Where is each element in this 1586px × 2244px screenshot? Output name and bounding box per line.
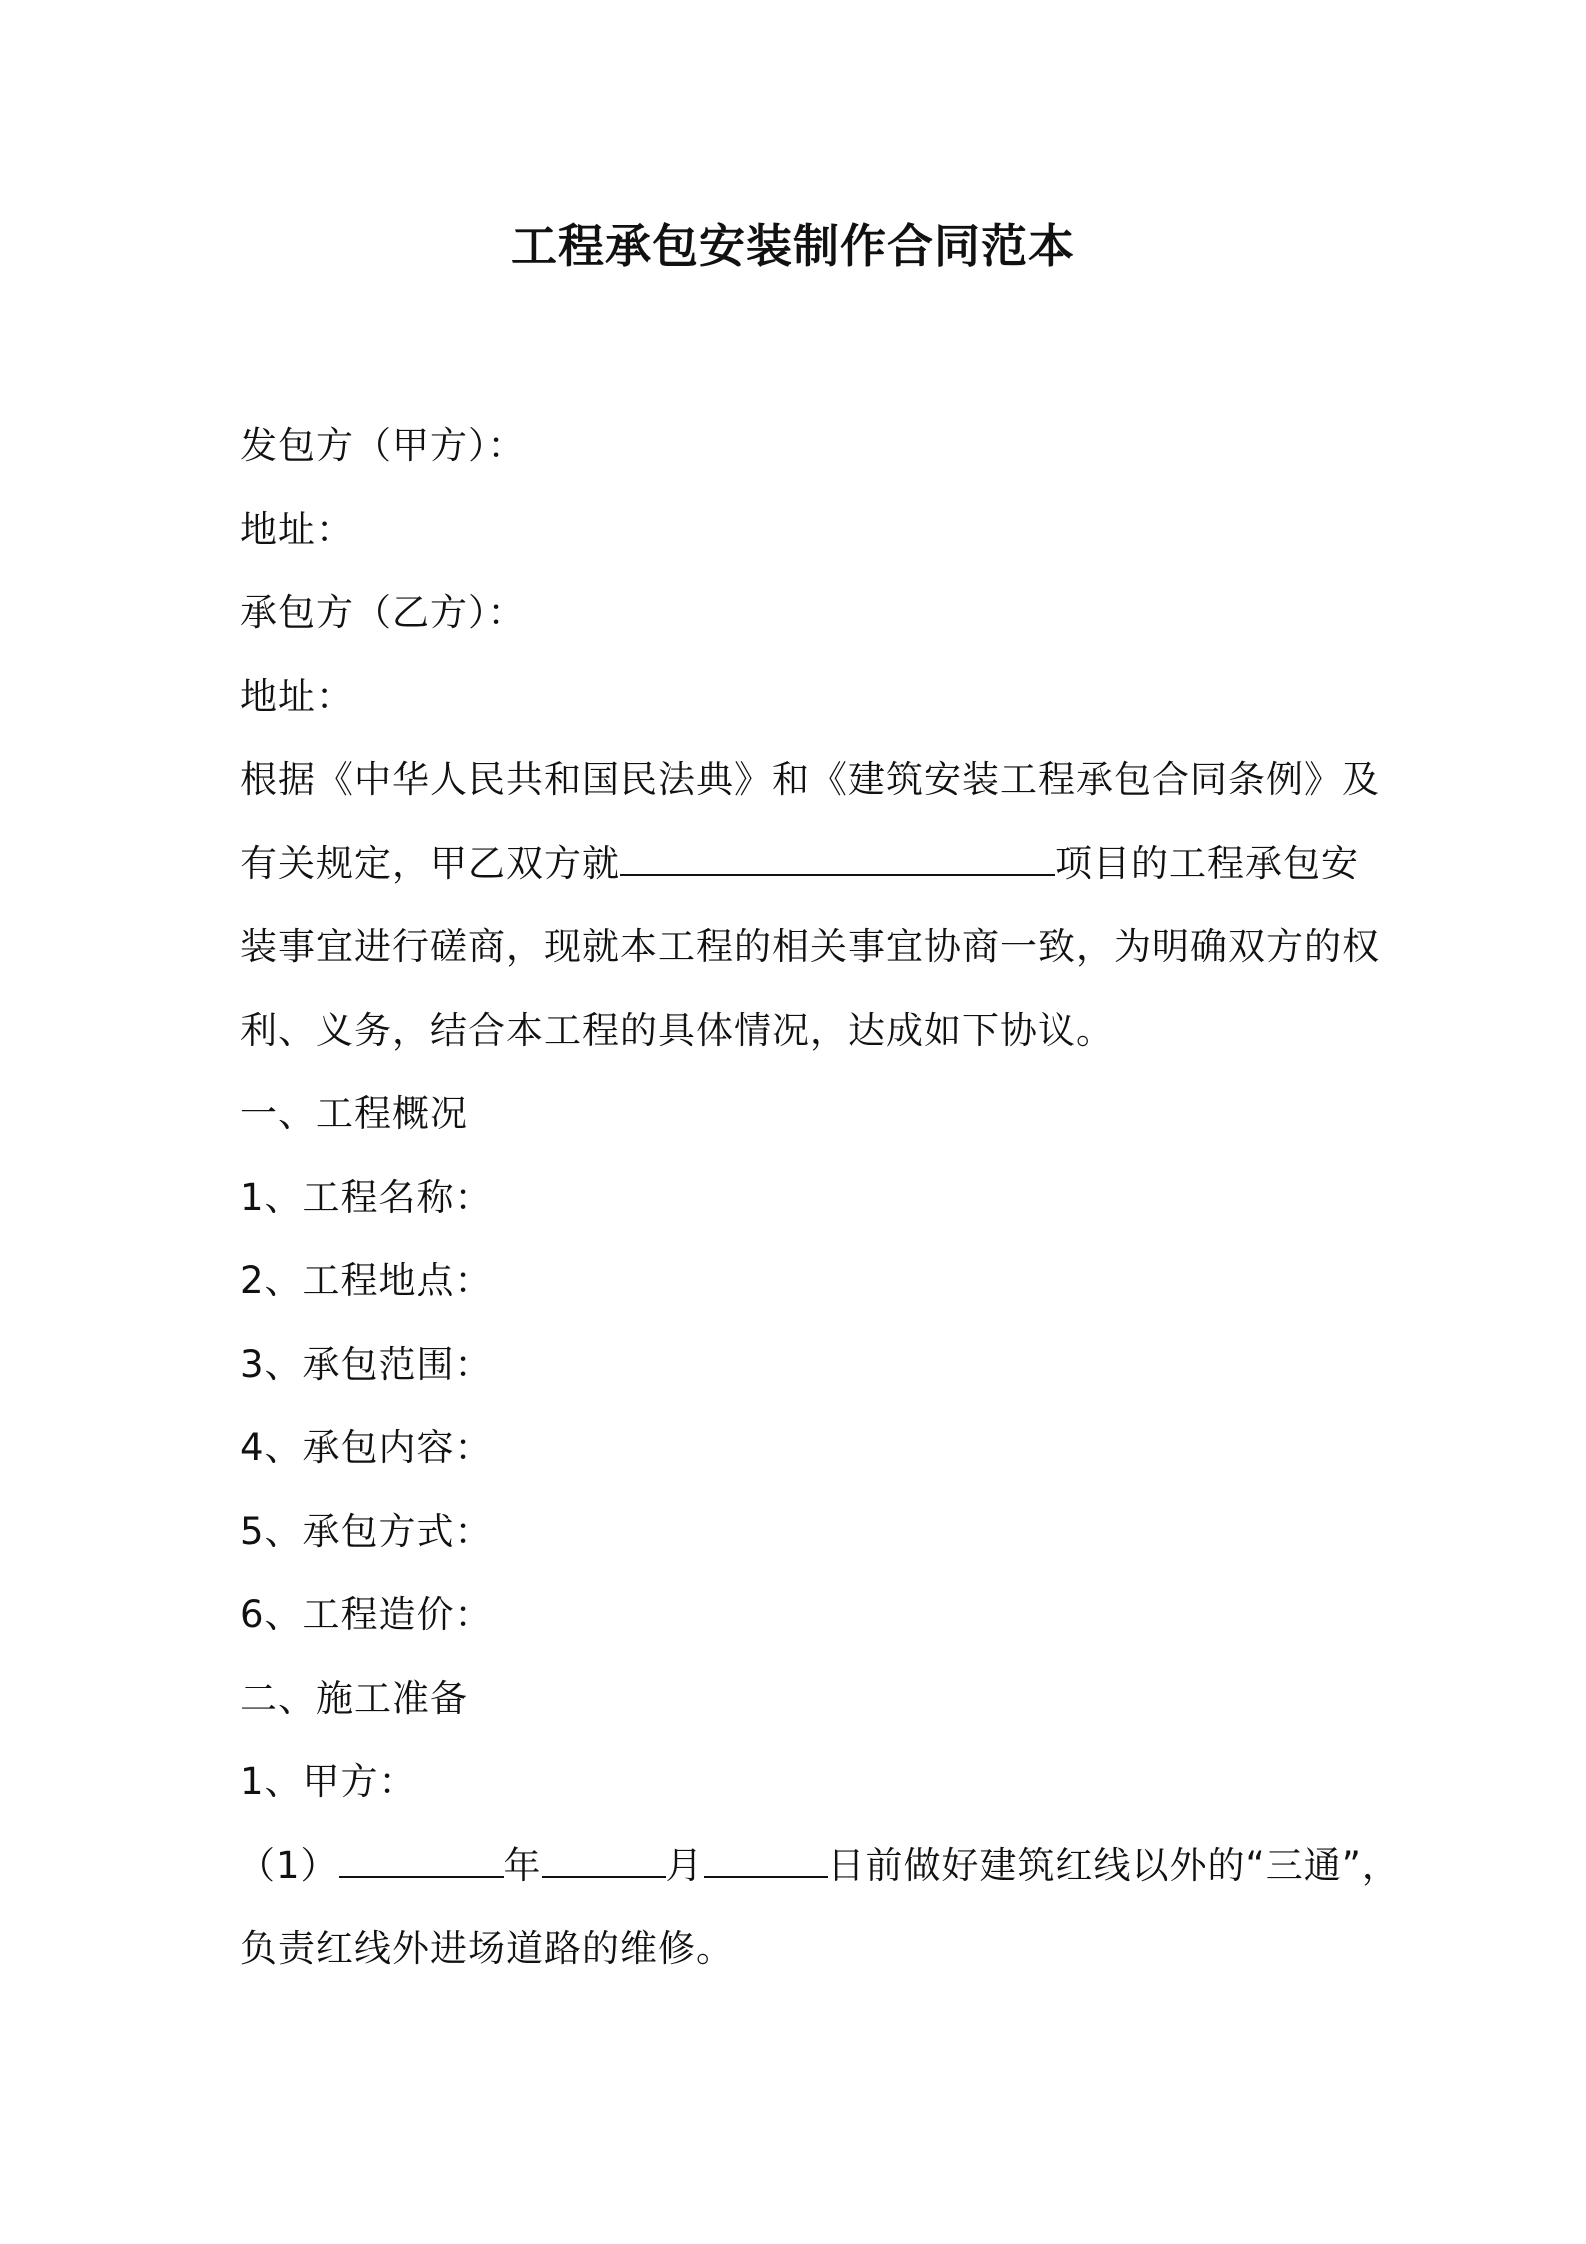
party-b-line: 承包方（乙方）： — [240, 591, 526, 634]
clause-1-prefix: （1） — [238, 1843, 339, 1887]
section-1-heading: 一、工程概况 — [240, 1092, 468, 1135]
section-1-item-3: 3、承包范围： — [240, 1342, 493, 1386]
intro-line-2-prefix: 有关规定，甲乙双方就 — [240, 841, 620, 885]
section-2-clause-1-line-2: 负责红线外进场道路的维修。 — [240, 1927, 734, 1970]
month-blank — [542, 1844, 666, 1878]
section-2-clause-1 — [238, 1824, 1400, 1908]
intro-line-1: 根据《中华人民共和国民法典》和《建筑安装工程承包合同条例》及 — [240, 758, 1380, 801]
party-a-line: 发包方（甲方）： — [240, 424, 526, 467]
project-name-blank — [620, 842, 1055, 876]
section-1-item-5: 5、承包方式： — [240, 1509, 493, 1553]
intro-line-2-suffix: 项目的工程承包安 — [1055, 841, 1359, 885]
section-1-item-1: 1、工程名称： — [240, 1175, 493, 1219]
intro-line-2 — [240, 822, 1360, 906]
section-2-heading: 二、施工准备 — [240, 1676, 468, 1720]
document-title: 工程承包安装制作合同范本 — [511, 219, 1075, 273]
section-1-item-4: 4、承包内容： — [240, 1426, 493, 1469]
document-body — [238, 404, 1400, 1991]
party-a-address-line: 地址： — [240, 507, 354, 551]
intro-line-3: 装事宜进行磋商，现就本工程的相关事宜协商一致，为明确双方的权 — [240, 925, 1380, 968]
section-1-item-6: 6、工程造价： — [240, 1593, 493, 1636]
party-b-address-line: 地址： — [240, 674, 354, 718]
month-label: 月 — [665, 1843, 704, 1887]
year-label: 年 — [503, 1843, 542, 1887]
day-blank — [704, 1844, 828, 1878]
section-1-item-2: 2、工程地点： — [240, 1259, 493, 1302]
clause-1-suffix: 日前做好建筑红线以外的“三通”， — [827, 1843, 1400, 1887]
year-blank — [339, 1844, 504, 1878]
section-2-party-a-label: 1、甲方： — [240, 1760, 417, 1803]
intro-line-4: 利、义务，结合本工程的具体情况，达成如下协议。 — [240, 1008, 1114, 1052]
